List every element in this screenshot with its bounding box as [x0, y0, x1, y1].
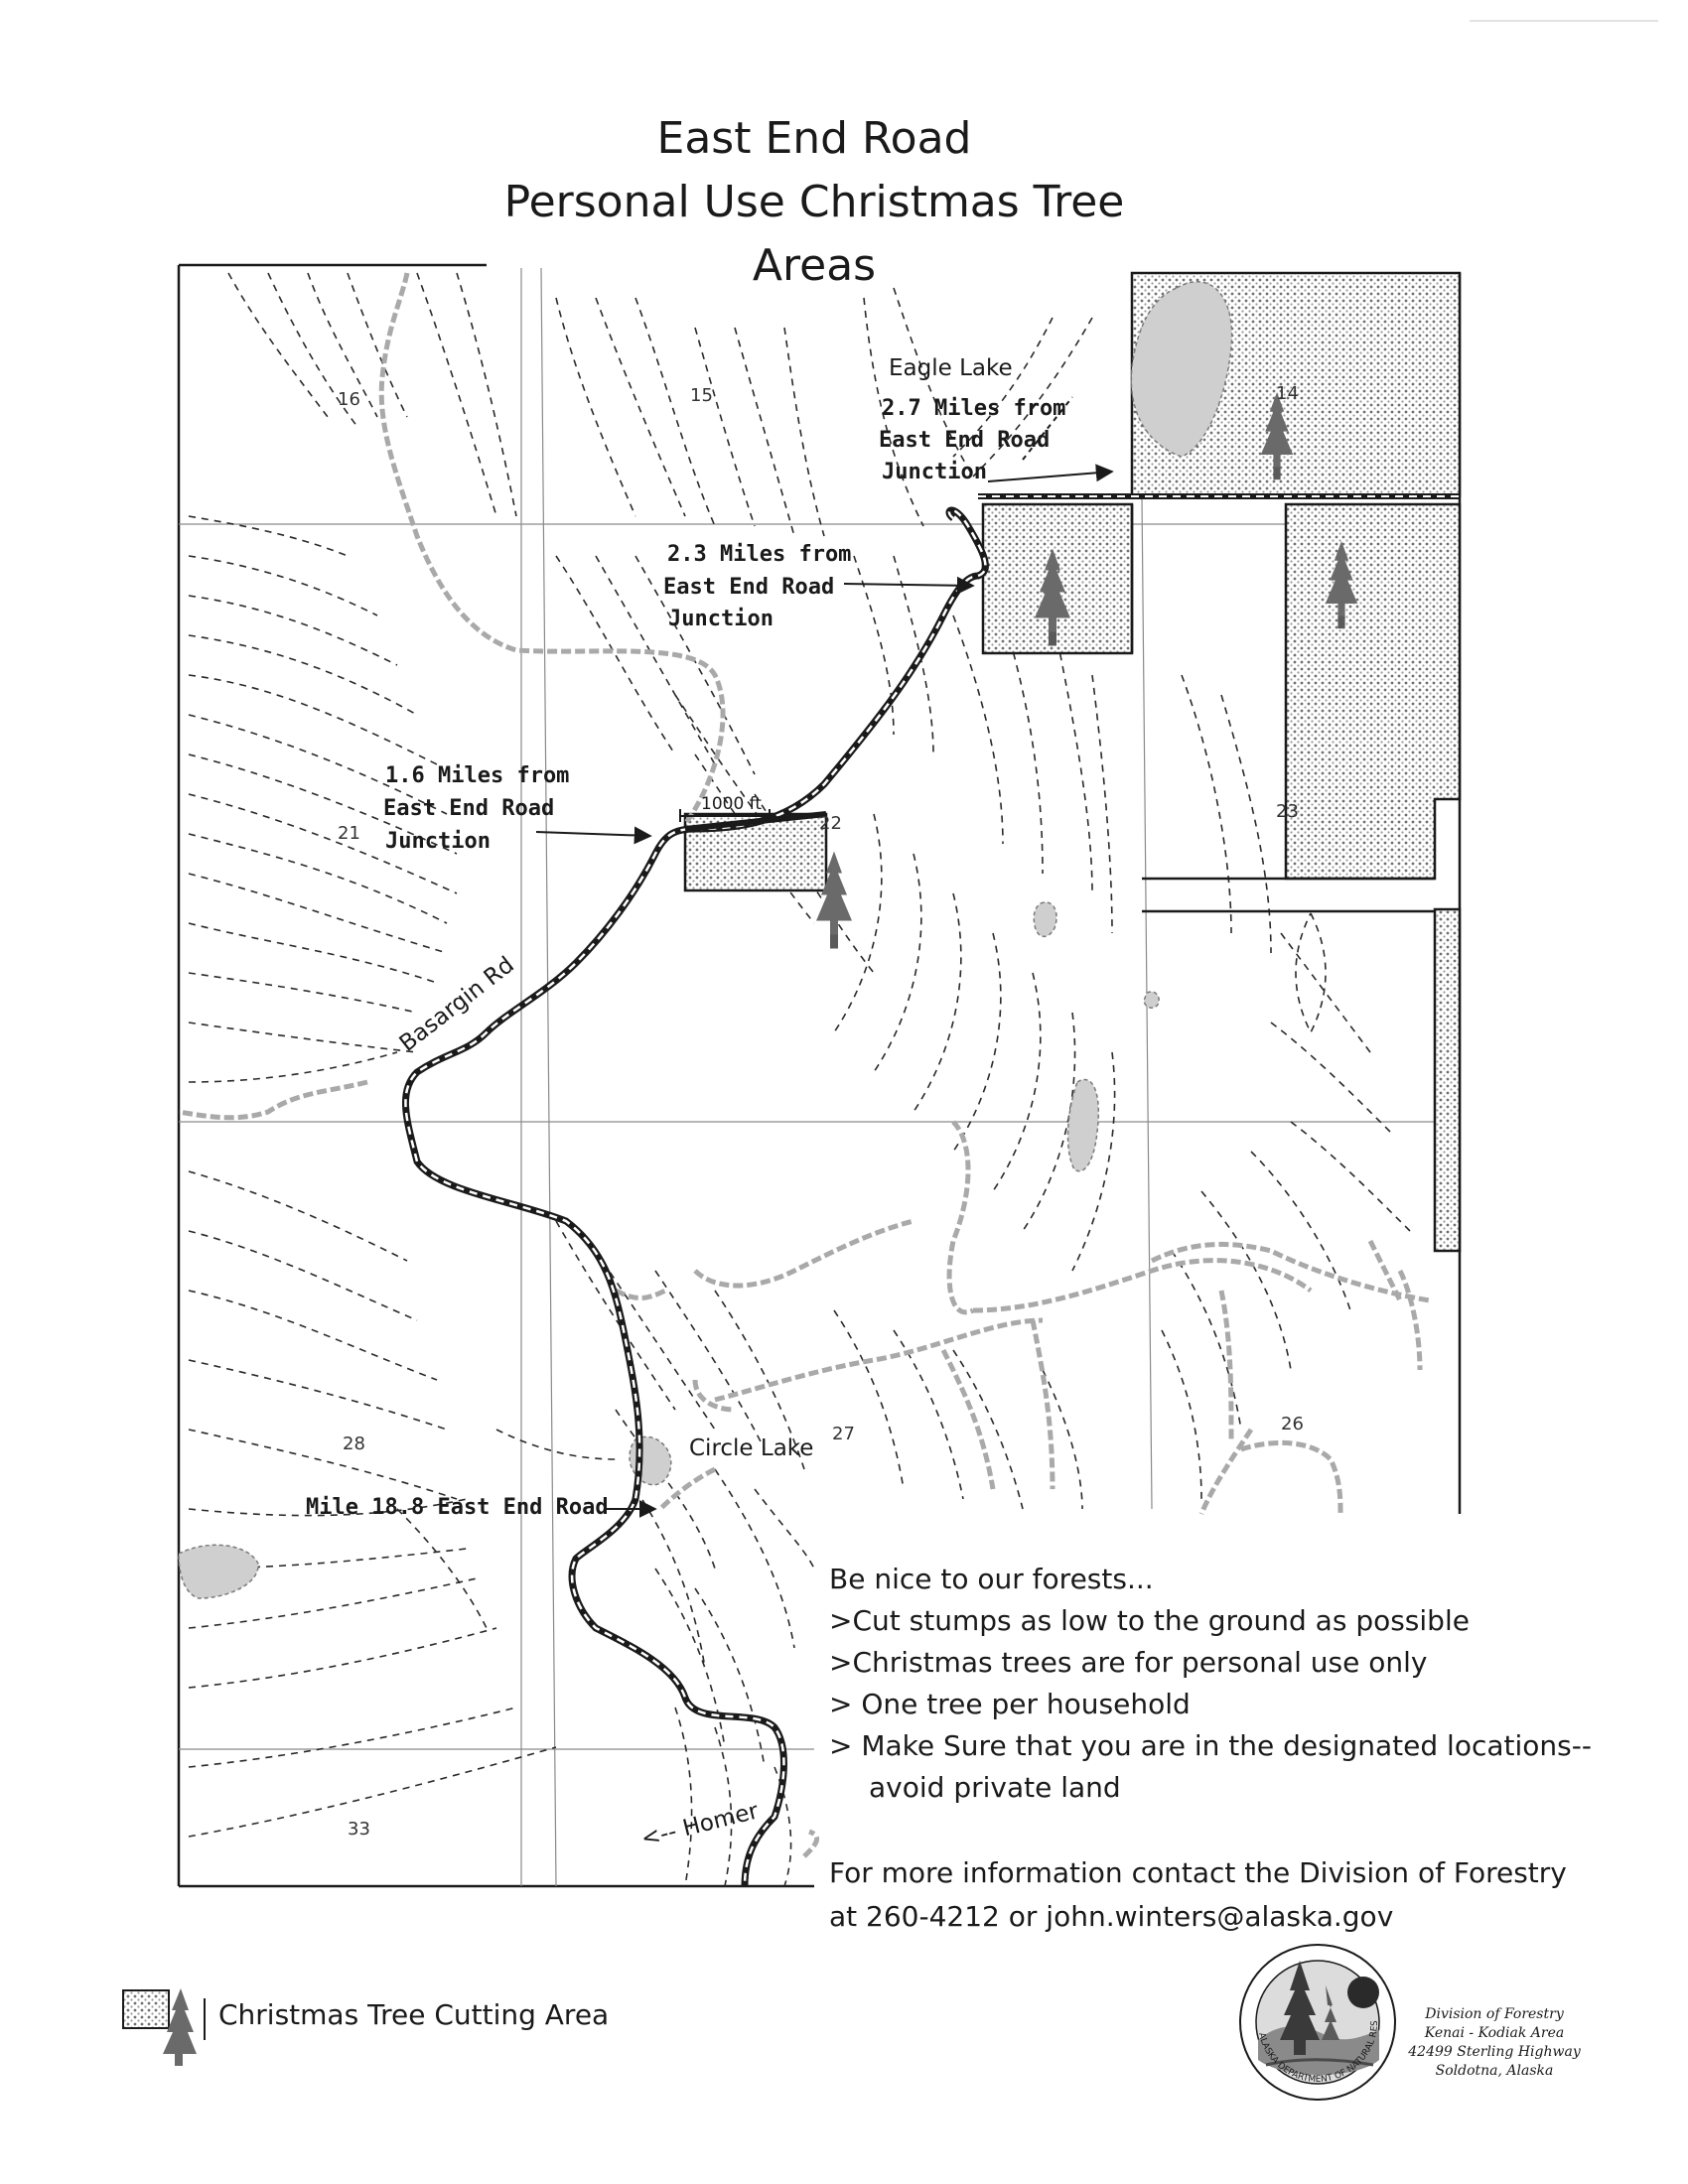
note-item: avoid private land	[869, 1771, 1121, 1804]
callout-line: 1.6 Miles from	[385, 763, 570, 788]
section-number: 22	[819, 813, 842, 834]
legend	[119, 1980, 610, 2077]
title-line-2: Personal Use Christmas Tree	[503, 177, 1125, 227]
callout-line: East End Road	[879, 428, 1051, 453]
pond-west	[179, 1545, 258, 1598]
section-number: 23	[1276, 801, 1299, 822]
circle-lake-label: Circle Lake	[689, 1435, 814, 1461]
road-name-label: Basargin Rd	[394, 951, 519, 1057]
callout-2-3-miles	[663, 542, 851, 631]
callout-line: Junction	[385, 829, 491, 854]
section-number: 26	[1281, 1414, 1304, 1434]
section-number: 15	[690, 385, 713, 406]
callout-line: Junction	[882, 460, 987, 484]
callout-line: 2.3 Miles from	[667, 542, 852, 567]
callout-line: East End Road	[383, 796, 555, 821]
callout-mile-18-8	[306, 1495, 609, 1520]
note-item: >Christmas trees are for personal use only	[829, 1646, 1428, 1679]
title-line-1: East End Road	[656, 113, 972, 164]
dnr-seal-logo	[1236, 1941, 1400, 2105]
cutting-area-section-14-east[interactable]	[1286, 504, 1460, 879]
section-number: 16	[338, 389, 360, 410]
seal-ring-text: ALASKA DEPARTMENT OF NATURAL RES	[1256, 2020, 1381, 2086]
lakes	[179, 282, 1232, 1598]
section-number: 21	[338, 823, 360, 844]
callout-2-7-miles	[879, 396, 1065, 484]
callout-1-6-miles	[383, 763, 569, 854]
agency-line-1: Division of Forestry	[1425, 2006, 1564, 2022]
section-number: 27	[832, 1424, 855, 1444]
callout-line: East End Road	[663, 575, 835, 600]
section-number: 28	[343, 1433, 365, 1454]
pond-small-1	[1034, 902, 1056, 936]
note-item: > One tree per household	[829, 1688, 1191, 1720]
contact-line-1: For more information contact the Division of Forestry	[829, 1856, 1567, 1889]
agency-line-4: Soldotna, Alaska	[1435, 2063, 1554, 2079]
agency-line-2: Kenai - Kodiak Area	[1424, 2025, 1565, 2041]
agency-seal	[1236, 1941, 1400, 2109]
eagle-lake-label: Eagle Lake	[889, 355, 1013, 381]
note-item: >Cut stumps as low to the ground as possible	[829, 1604, 1470, 1637]
agency-address	[1400, 2005, 1589, 2081]
legend-label: Christmas Tree Cutting Area	[218, 1998, 610, 2031]
scale-label: 1000 ft	[701, 794, 763, 814]
callout-line: Mile 18.8 East End Road	[306, 1495, 609, 1520]
notes-heading: Be nice to our forests...	[829, 1563, 1154, 1595]
agency-line-3: 42499 Sterling Highway	[1408, 2044, 1581, 2060]
pond-small-2	[1144, 992, 1159, 1008]
forest-notes	[829, 1559, 1643, 1809]
callout-line: 2.7 Miles from	[882, 396, 1066, 421]
section-number: 14	[1276, 383, 1299, 404]
contact-info	[829, 1851, 1643, 1939]
note-item: > Make Sure that you are in the designated locations--	[829, 1729, 1592, 1762]
homer-label: <-- Homer	[638, 1798, 762, 1852]
title-line-3: Areas	[752, 240, 877, 291]
contact-line-2[interactable]: at 260-4212 or john.winters@alaska.gov	[829, 1900, 1394, 1933]
legend-swatch	[119, 1980, 213, 2070]
callout-line: Junction	[668, 607, 774, 631]
section-number: 33	[348, 1819, 370, 1840]
cutting-area-section-23-right[interactable]	[1435, 909, 1460, 1251]
